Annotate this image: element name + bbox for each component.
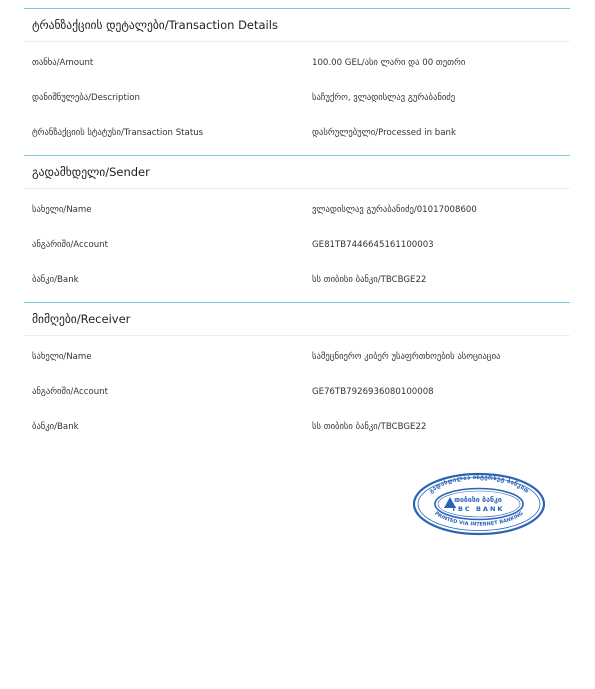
amount-value: 100.00 GEL/ასი ლარი და 00 თეთრი	[312, 58, 466, 68]
receiver-account-value: GE76TB7926936080100008	[312, 387, 434, 397]
amount-label: თანხა/Amount	[32, 58, 94, 68]
receiver-section	[24, 302, 570, 449]
sender-name-value: ვლადისლავ გურაბანიძე/01017008600	[312, 205, 477, 215]
receiver-rows	[24, 336, 570, 449]
sender-rows	[24, 189, 570, 302]
stamp-top-text: გადახდილია ინტერნეტ ბანკით	[427, 473, 531, 495]
sender-account-value: GE81TB7446645161100003	[312, 240, 434, 250]
transaction-details-section	[24, 8, 570, 155]
sender-section	[24, 155, 570, 302]
sender-bank-row	[24, 263, 570, 298]
receiver-account-label: ანგარიში/Account	[32, 387, 108, 397]
transaction-document	[24, 8, 570, 449]
sender-account-label: ანგარიში/Account	[32, 240, 108, 250]
receiver-bank-row	[24, 410, 570, 445]
status-label: ტრანზაქციის სტატუსი/Transaction Status	[32, 128, 204, 138]
stamp-bottom-text: PRINTED VIA INTERNET BANKING	[433, 510, 525, 528]
section-title-sender: გადამხდელი/Sender	[24, 156, 570, 189]
amount-row	[24, 46, 570, 81]
status-row	[24, 116, 570, 151]
sender-bank-label: ბანკი/Bank	[32, 275, 79, 285]
description-value: საჩუქრო, ვლადისლავ გურაბანიძე	[312, 93, 456, 103]
sender-bank-value: სს თიბისი ბანკი/TBCBGE22	[312, 275, 427, 285]
stamp-bank-name-ka: თიბისი ბანკი	[454, 496, 502, 504]
receiver-bank-value: სს თიბისი ბანკი/TBCBGE22	[312, 422, 427, 432]
section-title-receiver: მიმღები/Receiver	[24, 303, 570, 336]
description-row	[24, 81, 570, 116]
receiver-bank-label: ბანკი/Bank	[32, 422, 79, 432]
receiver-account-row	[24, 375, 570, 410]
section-title-transaction: ტრანზაქციის დეტალები/Transaction Details	[24, 9, 570, 42]
stamp-bank-name-en: TBC BANK	[451, 505, 505, 513]
sender-name-label: სახელი/Name	[32, 205, 92, 215]
sender-account-row	[24, 228, 570, 263]
bank-stamp	[412, 472, 546, 536]
sender-name-row	[24, 193, 570, 228]
bank-stamp-graphic	[412, 472, 546, 536]
receiver-name-row	[24, 340, 570, 375]
status-value: დასრულებული/Processed in bank	[312, 128, 456, 138]
description-label: დანიშნულება/Description	[32, 93, 140, 103]
receiver-name-value: სამეცნიერო კიბერ უსაფრთხოების ასოციაცია	[312, 352, 501, 362]
receiver-name-label: სახელი/Name	[32, 352, 92, 362]
transaction-rows	[24, 42, 570, 155]
